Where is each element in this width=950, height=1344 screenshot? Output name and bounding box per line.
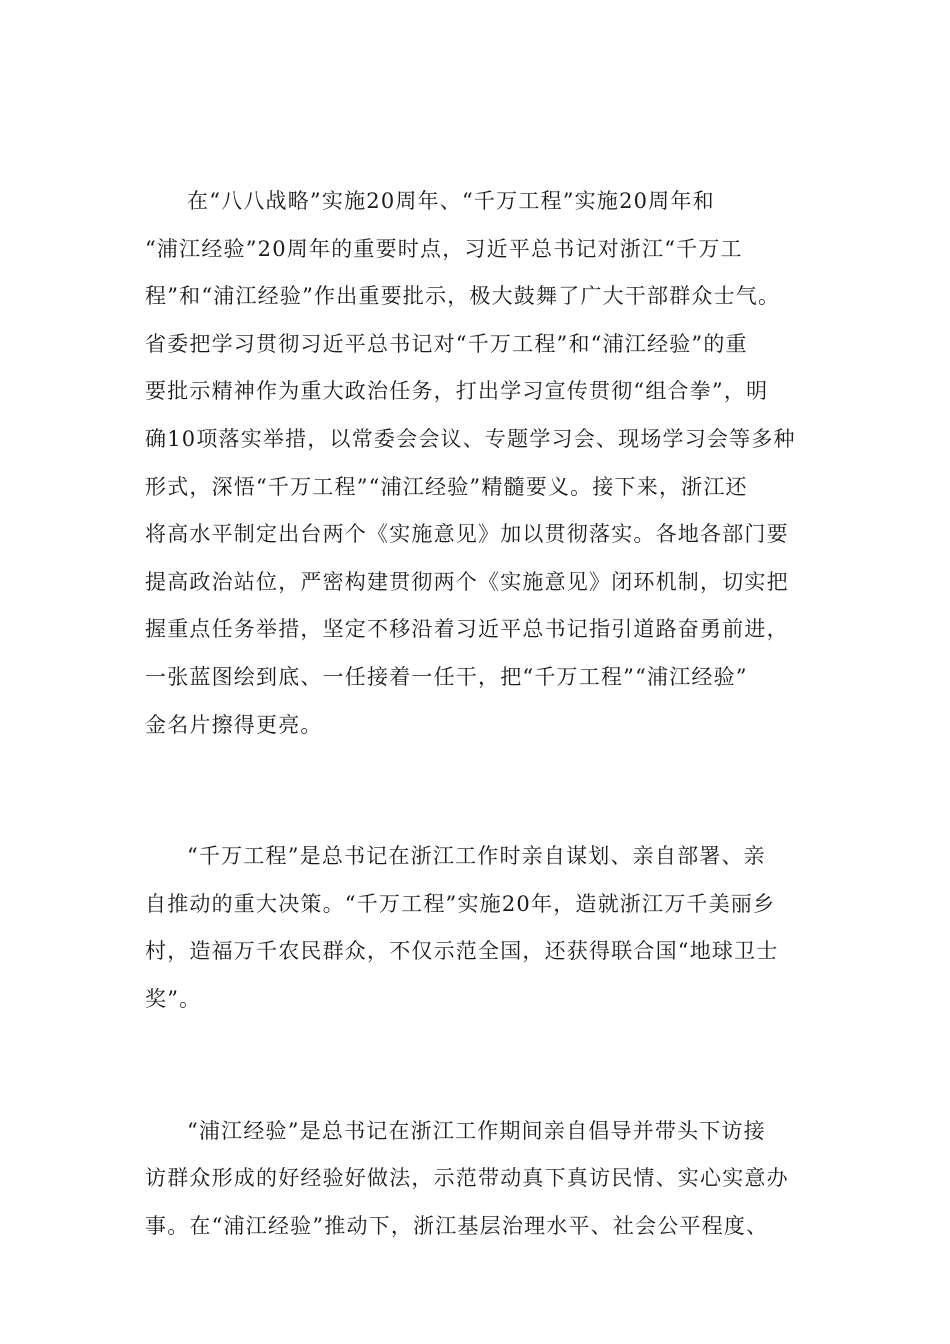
- paragraph-qianwan-pujiang-intro: [145, 178, 815, 749]
- text-line: 事。在“浦江经验”推动下，浙江基层治理水平、社会公平程度、: [145, 1213, 769, 1238]
- text-line: “浦江经验”是总书记在浙江工作期间亲自倡导并带头下访接: [187, 1118, 766, 1143]
- text-line: “千万工程”是总书记在浙江工作时亲自谋划、亲自部署、亲: [187, 844, 766, 869]
- text-line: 要批示精神作为重大政治任务，打出学习宣传贯彻“组合拳”，明: [145, 379, 769, 404]
- text-line: 访群众形成的好经验好做法，示范带动真下真访民情、实心实意办: [145, 1166, 789, 1191]
- text-line: 在“八八战略”实施20周年、“千万工程”实施20周年和: [187, 189, 715, 213]
- text-line: 确10项落实举措，以常委会会议、专题学习会、现场学习会等多种: [145, 426, 796, 451]
- paragraph-qianwan-gongcheng: [145, 833, 815, 1023]
- text-line: 程”和“浦江经验”作出重要批示，极大鼓舞了广大干部群众士气。: [145, 284, 781, 309]
- text-line: 形式，深悟“千万工程”“浦江经验”精髓要义。接下来，浙江还: [145, 474, 748, 499]
- text-line: 奖”。: [145, 986, 202, 1011]
- text-line: 金名片擦得更亮。: [145, 712, 323, 737]
- text-line: 省委把学习贯彻习近平总书记对“千万工程”和“浦江经验”的重: [145, 331, 748, 356]
- paragraph-pujiang-jingyan: [145, 1108, 815, 1251]
- document-body: [145, 178, 815, 1334]
- text-line: 握重点任务举措，坚定不移沿着习近平总书记指引道路奋勇前进，: [145, 617, 789, 642]
- text-line: 提高政治站位，严密构建贯彻两个《实施意见》闭环机制，切实把: [145, 569, 789, 594]
- text-line: 一张蓝图绘到底、一任接着一任干，把“千万工程”“浦江经验”: [145, 664, 748, 689]
- text-line: 自推动的重大决策。“千万工程”实施20年，造就浙江万千美丽乡: [145, 891, 776, 916]
- text-line: 村，造福万千农民群众，不仅示范全国，还获得联合国“地球卫士: [145, 939, 779, 964]
- text-line: 将高水平制定出台两个《实施意见》加以贯彻落实。各地各部门要: [145, 522, 789, 547]
- text-line: “浦江经验”20周年的重要时点，习近平总书记对浙江“千万工: [145, 236, 743, 261]
